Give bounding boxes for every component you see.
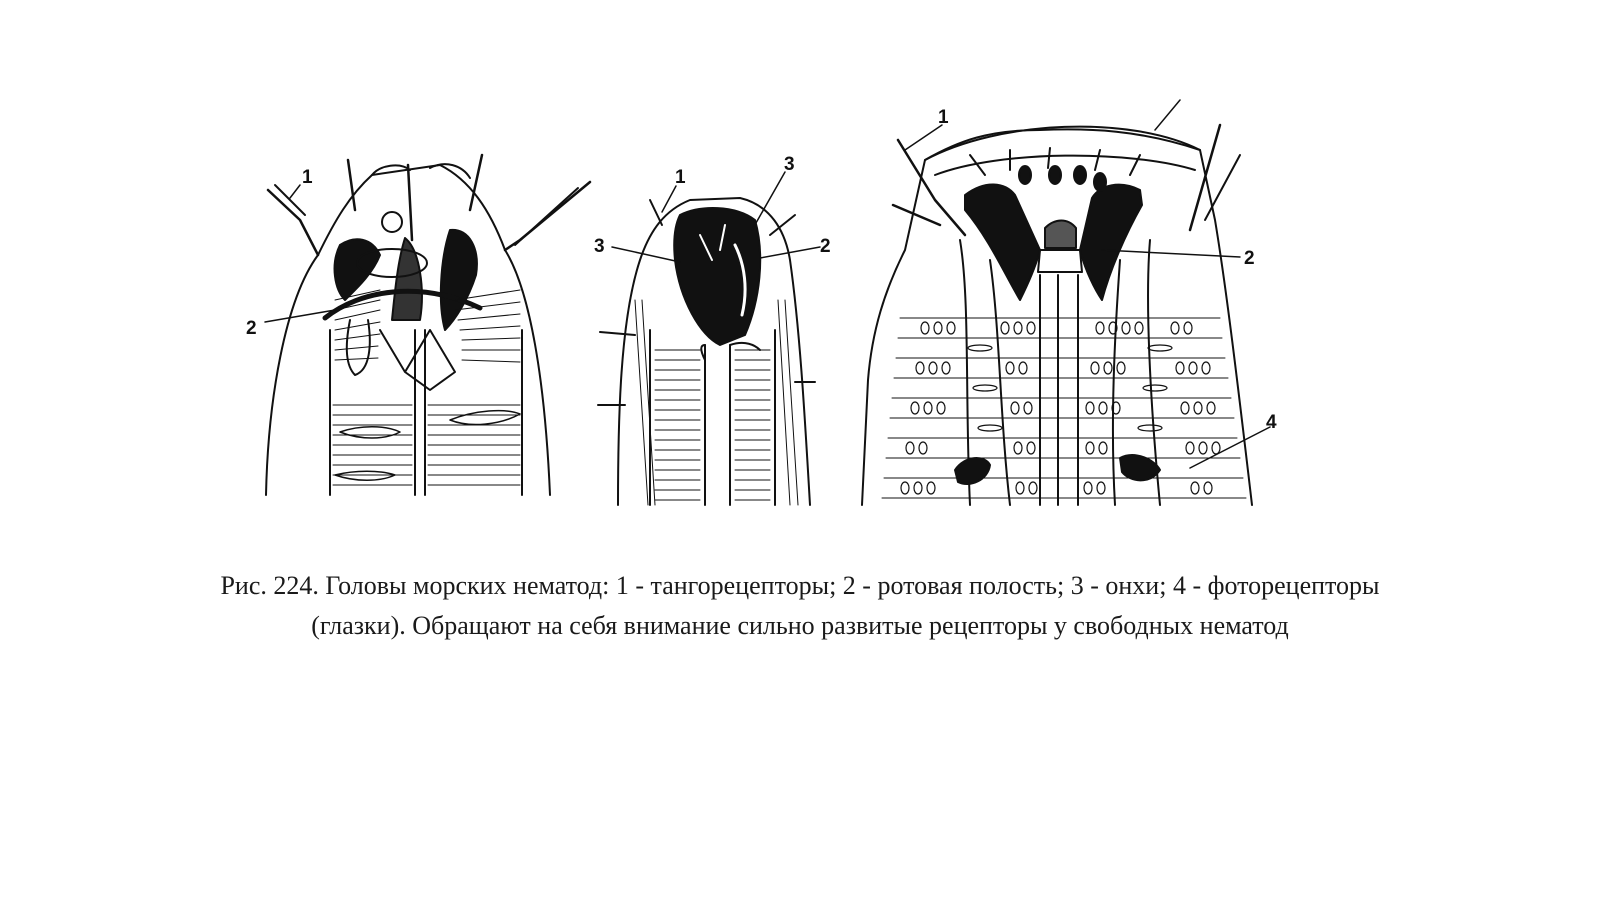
- figure-caption: Рис. 224. Головы морских нематод: 1 - тангорецепторы; 2 - ротовая полость; 3 - онхи; 4 - фоторецепторы (глазки). Обращают на себя внимание сильно развитые рецепторы у свободных нематод: [220, 571, 1380, 640]
- label-2-panel-3: 2: [1244, 248, 1255, 269]
- label-1-panel-1: 1: [302, 167, 313, 188]
- label-1-panel-2: 1: [675, 167, 686, 188]
- head-panel-1: [265, 155, 590, 495]
- label-3-panel-2-left: 3: [594, 236, 605, 257]
- nematode-heads-illustration: [240, 95, 1320, 525]
- label-3-panel-2-top: 3: [784, 154, 795, 175]
- head-panel-2: [598, 172, 820, 505]
- head-panel-3: [862, 100, 1270, 505]
- label-2-panel-1: 2: [246, 318, 257, 339]
- label-2-panel-2: 2: [820, 236, 831, 257]
- label-1-panel-3: 1: [938, 107, 949, 128]
- label-4-panel-3: 4: [1266, 412, 1277, 433]
